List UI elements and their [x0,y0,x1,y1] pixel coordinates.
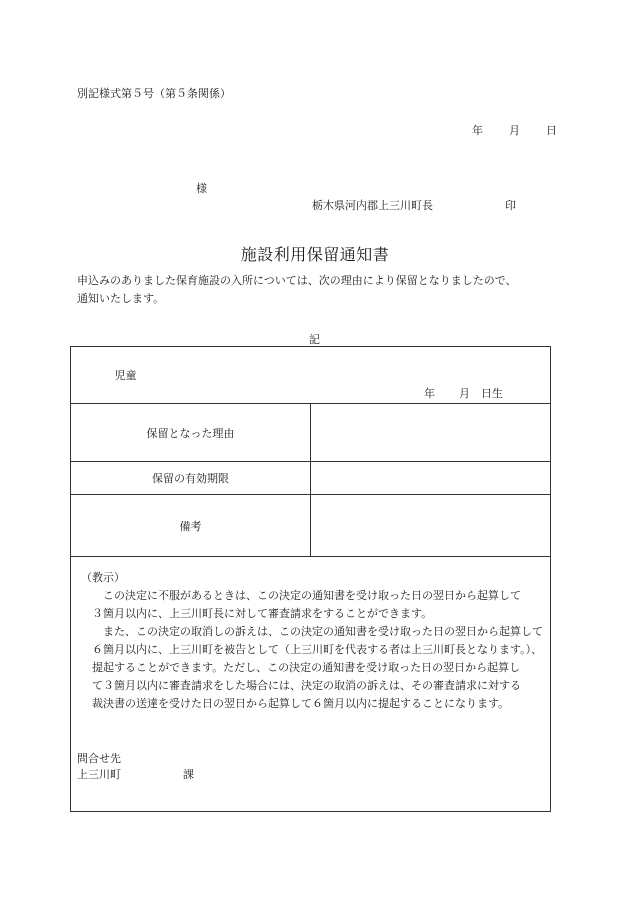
table-row-period [71,462,551,495]
issuer-line [312,197,516,213]
notice-heading: （教示） [81,571,125,584]
remarks-label: 備考 [71,495,311,557]
notice-line: また、この決定の取消しの訴えは、この決定の通知書を受け取った日の翌日から起算して [81,625,543,638]
notice-line: て３箇月以内に審査請求をした場合には、決定の取消の訴えは、その審査請求に対する [81,679,521,692]
period-value [311,462,551,495]
notice-line: 提起することができます。ただし、この決定の通知書を受け取った日の翌日から起算し [81,661,521,674]
birth-month: 月 [459,387,470,400]
table-row-child [71,347,551,404]
birth-date [411,385,503,401]
contact-dept-suffix: 課 [183,768,194,781]
intro-text [77,272,517,308]
addressee-suffix: 様 [196,182,207,195]
issue-date [472,122,557,138]
date-year: 年 [472,124,483,137]
remarks-value [311,495,551,557]
period-label: 保留の有効期限 [71,462,311,495]
contact-heading: 問合せ先 [77,752,121,765]
document-title: 施設利用保留通知書 [240,245,390,264]
contact-town: 上三川町 [77,768,121,781]
notice-line: ３箇月以内に、上三川町長に対して審査請求をすることができます。 [81,607,433,620]
date-month: 月 [509,124,520,137]
date-day: 日 [546,124,557,137]
seal-mark: 印 [505,199,516,212]
child-cell [71,347,550,403]
notice-line: この決定に不服があるときは、この決定の通知書を受け取った日の翌日から起算して [81,589,521,602]
issuer-name: 栃木県河内郡上三川町長 [312,199,433,212]
form-reference: 別記様式第５号（第５条関係） [77,87,231,100]
notice-text [81,569,543,713]
info-table [70,346,551,557]
notice-line: ６箇月以内に、上三川町を被告として（上三川町を代表する者は上三川町長となります。）、 [81,643,543,656]
notice-line: 裁決書の送達を受けた日の翌日から起算して６箇月以内に提起することになります。 [81,697,510,710]
ki-heading: 記 [309,333,320,346]
intro-line-1: 申込みのありました保育施設の入所については、次の理由により保留となりましたので、 [77,274,517,287]
table-row-reason [71,404,551,462]
contact-block [77,751,194,783]
reason-value [311,404,551,462]
contact-line [77,767,194,783]
birth-day: 日生 [481,387,503,400]
reason-label: 保留となった理由 [71,404,311,462]
intro-line-2: 通知いたします。 [77,292,165,305]
notice-box [70,555,551,812]
birth-year: 年 [424,387,435,400]
table-row-remarks [71,495,551,557]
child-row [71,347,551,404]
child-label: 児童 [114,369,137,382]
